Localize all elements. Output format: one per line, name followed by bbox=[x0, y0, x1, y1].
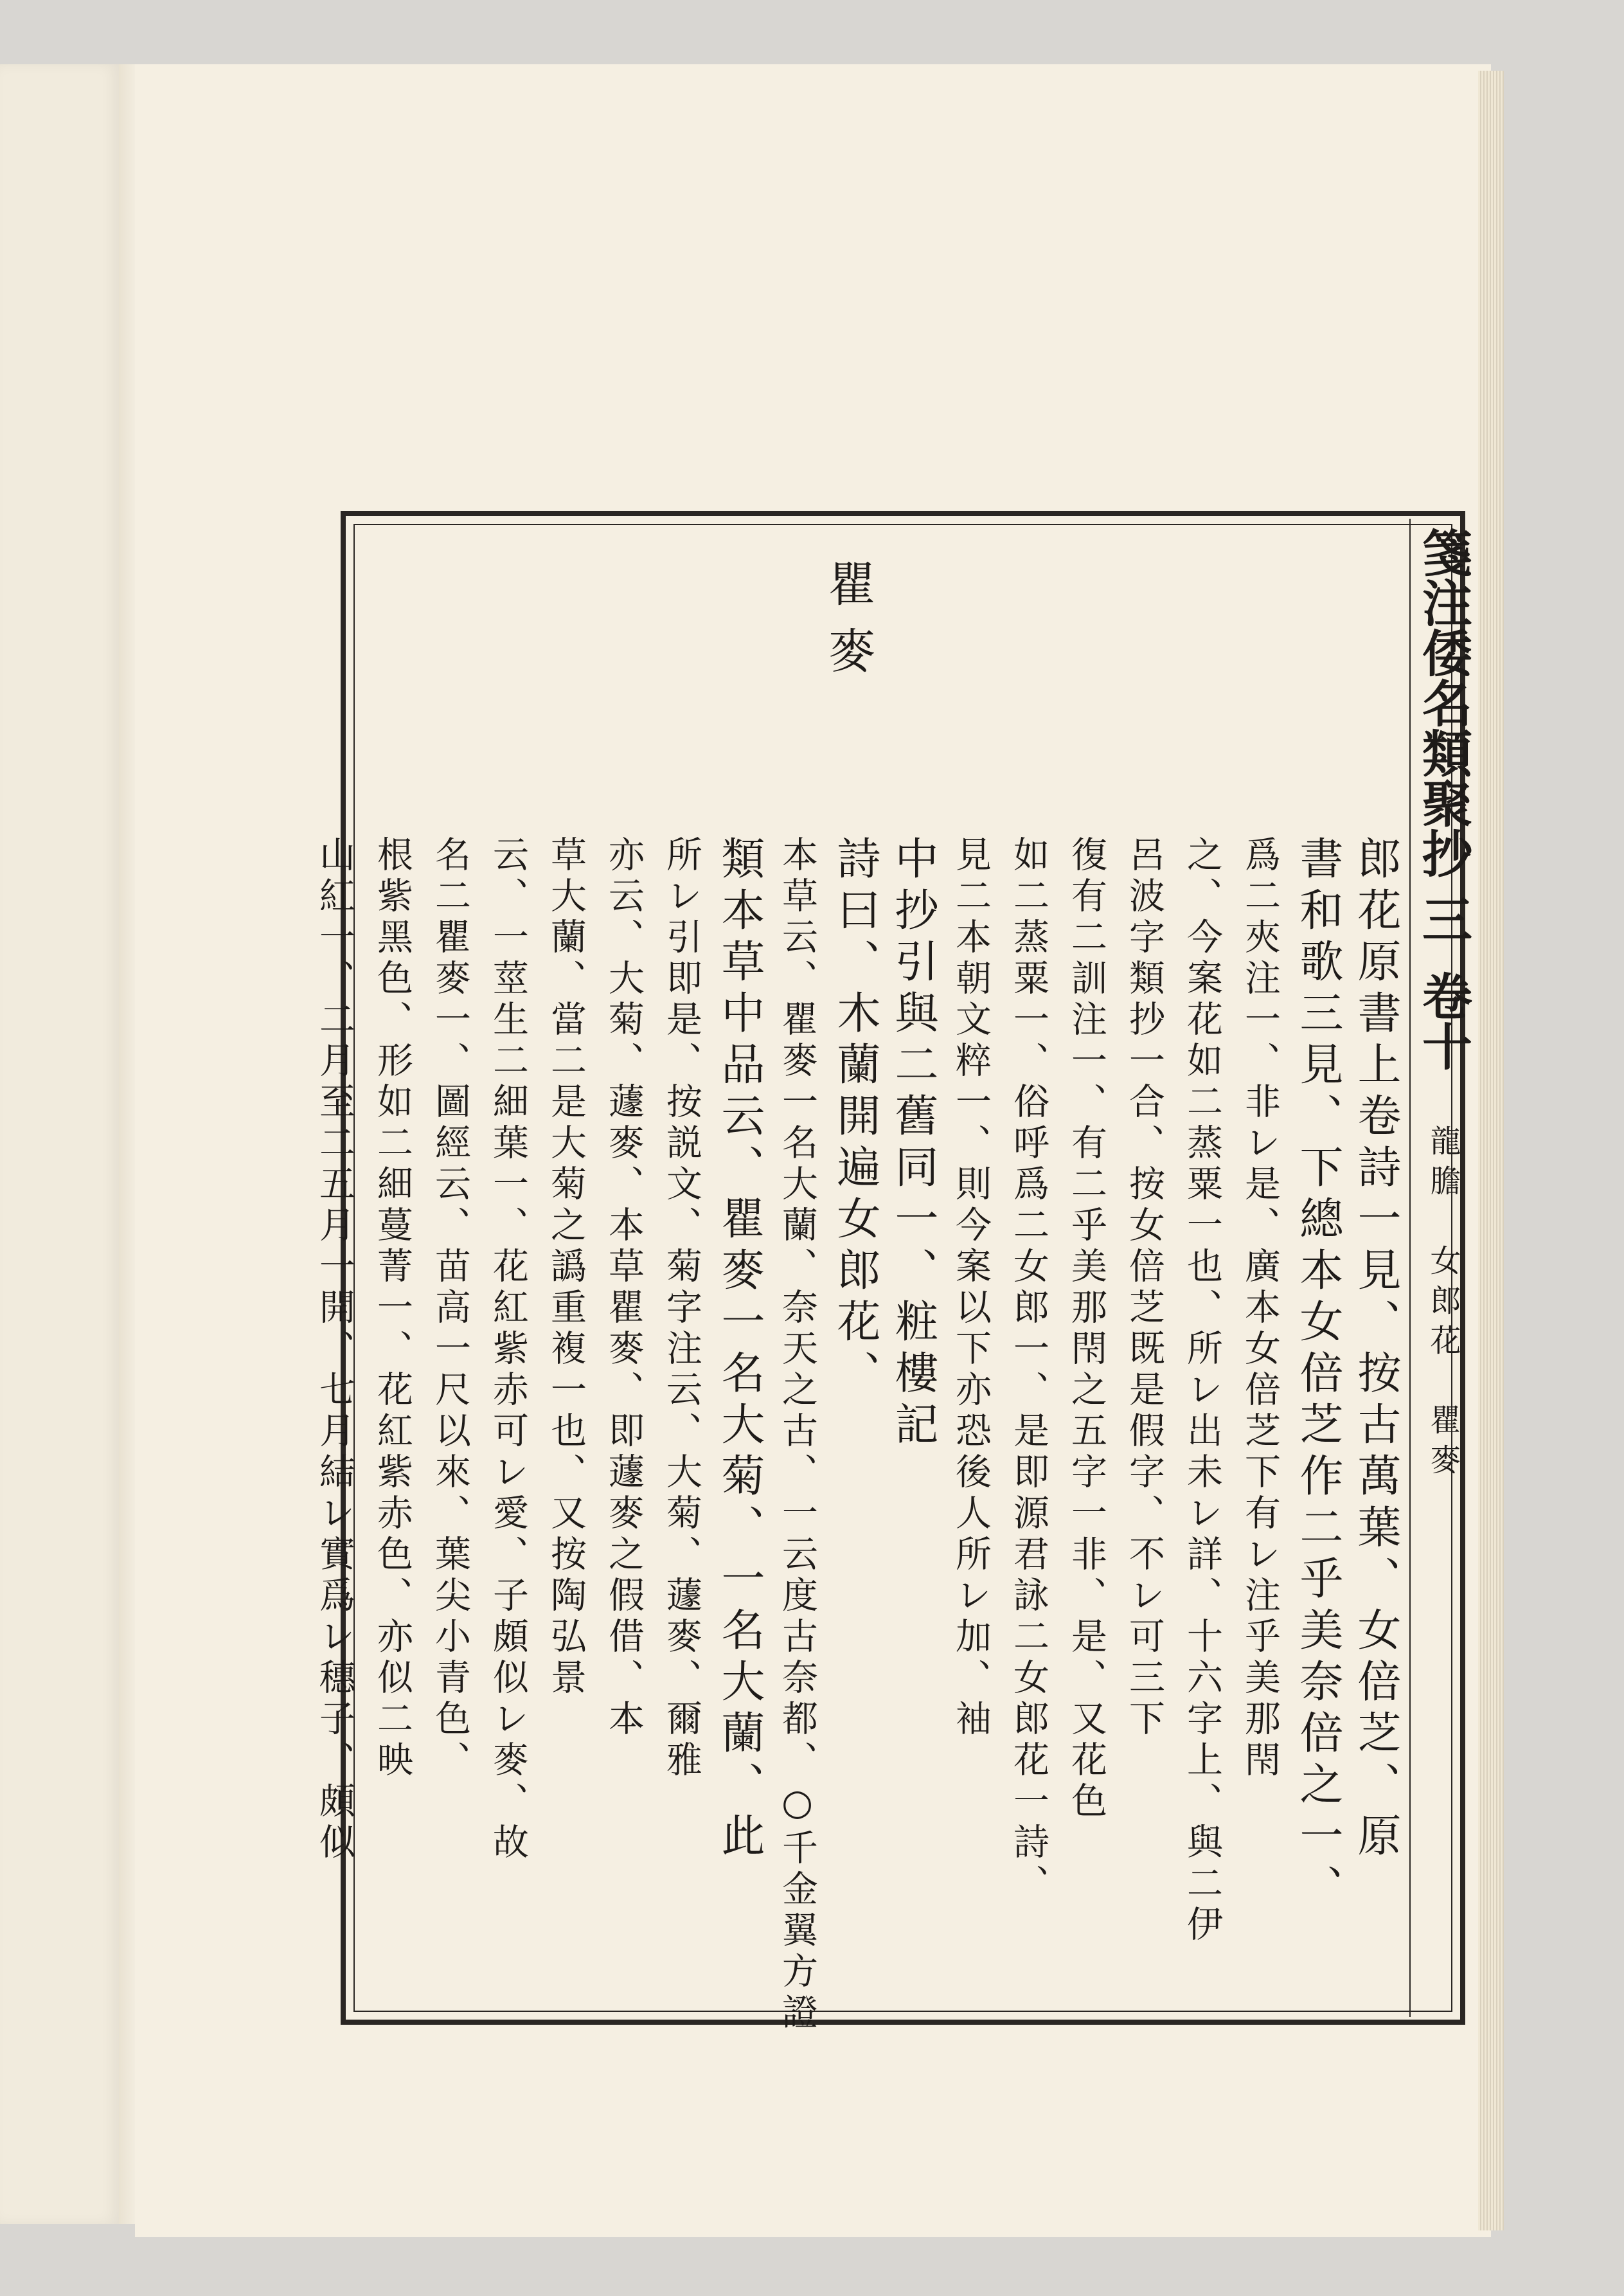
text-column-16: 云、一莖生二細葉一、花紅紫赤可レ愛、子頗似レ麥、故 bbox=[487, 836, 529, 1864]
fascicle-label: 卷十 bbox=[1414, 971, 1472, 1071]
text-column-6: 復有二訓注一、有二乎美那閇之五字一非、是、又花色 bbox=[1066, 836, 1107, 1823]
text-column-13: 所レ引即是、按説文、菊字注云、大菊、蘧麥、爾雅 bbox=[661, 836, 702, 1782]
text-column-11: 本草云、瞿麥一名大蘭、奈天之古、一云度古奈都、○千金翼方證 bbox=[776, 836, 818, 2034]
chapter-labels: 龍膽 女郎花 瞿麥 bbox=[1425, 1125, 1461, 1484]
text-column-5: 呂波字類抄一合、按女倍芝既是假字、不レ可三下 bbox=[1123, 836, 1165, 1741]
text-column-2: 書和歌三見、下總本女倍芝作二乎美奈倍之一、 bbox=[1292, 836, 1343, 1915]
text-column-10: 詩曰、木蘭開遍女郎花、 bbox=[830, 836, 880, 1401]
text-column-1: 郎花原書上卷詩一見、按古萬葉、女倍芝、原 bbox=[1350, 836, 1401, 1864]
volume-number: 三 bbox=[1414, 893, 1472, 944]
text-column-18: 根紫黑色、形如二細蔓菁一、花紅紫赤色、亦似二映 bbox=[371, 836, 413, 1782]
running-title: 箋注倭名類聚抄 bbox=[1414, 527, 1472, 878]
text-column-15: 草大蘭、當二是大菊之譌重複一也、又按陶弘景 bbox=[545, 836, 587, 1700]
text-column-17: 名二瞿麥一、圖經云、苗高一尺以來、葉尖小青色、 bbox=[429, 836, 471, 1782]
text-column-4: 之、今案花如二蒸粟一也、所レ出未レ詳、十六字上、與二伊 bbox=[1181, 836, 1223, 1946]
text-column-8: 見二本朝文粹一、則今案以下亦恐後人所レ加、袖 bbox=[950, 836, 992, 1741]
text-column-7: 如二蒸粟一、俗呼爲二女郎一、是即源君詠二女郎花一詩、 bbox=[1008, 836, 1049, 1905]
section-heading: 瞿麥 bbox=[821, 559, 876, 693]
page-edges bbox=[1478, 71, 1504, 2230]
left-page bbox=[0, 64, 119, 2224]
text-column-12: 類本草中品云、瞿麥一名大菊、一名大蘭、此 bbox=[714, 836, 765, 1864]
center-fold-line bbox=[1409, 519, 1411, 2017]
text-column-14: 亦云、大菊、蘧麥、本草瞿麥、即蘧麥之假借、本 bbox=[603, 836, 645, 1741]
text-column-3: 爲二夾注一、非レ是、廣本女倍芝下有レ注乎美那閇 bbox=[1239, 836, 1281, 1782]
text-column-9: 中抄引與二舊同一、粧樓記 bbox=[888, 836, 938, 1453]
text-column-19: 山紅一、二月至二五月一開、七月結レ實爲レ穗子、頗似 bbox=[314, 836, 355, 1864]
